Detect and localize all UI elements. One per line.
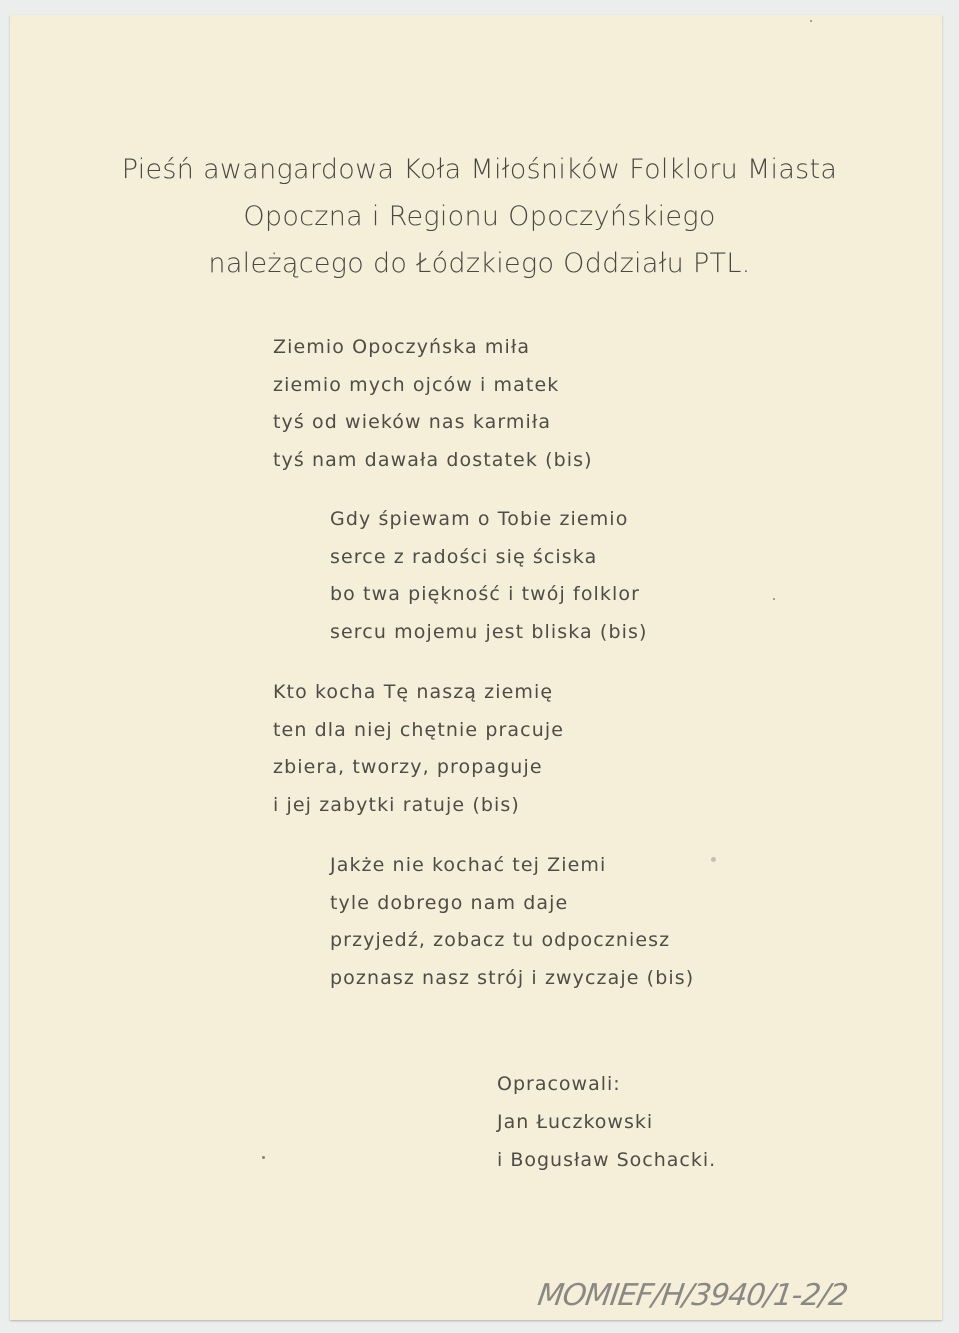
stanza-1 [273, 329, 593, 479]
credits-author: Jan Łuczkowski [497, 1111, 654, 1133]
song-title [0, 146, 959, 287]
title-line: Pieśń awangardowa Koła Miłośników Folkloru Miasta [121, 154, 838, 185]
verse-line: tyś od wieków nas karmiła [273, 411, 552, 433]
credits-author: i Bogusław Sochacki. [497, 1149, 717, 1171]
verse-line: przyjedź, zobacz tu odpoczniesz [330, 929, 671, 951]
verse-line: ziemio mych ojców i matek [273, 373, 560, 396]
stanza-2 [330, 501, 648, 651]
verse-line: tyle dobrego nam daje [330, 891, 569, 914]
verse-line: zbiera, tworzy, propaguje [273, 756, 543, 778]
paper-speck [773, 598, 775, 600]
verse-line: Jakże nie kochać tej Ziemi [330, 854, 607, 876]
verse-line: Kto kocha Tę naszą ziemię [273, 681, 554, 703]
paper-speck [262, 1156, 265, 1159]
title-line: należącego do Łódzkiego Oddziału PTL. [208, 248, 751, 279]
verse-line: serce z radości się ściska [330, 545, 598, 568]
handwritten-shelfmark: MOMIEF/H/3940/1-2/2 [535, 1278, 850, 1313]
verse-line: bo twa piękność i twój folklor [330, 583, 641, 605]
stanza-3 [273, 674, 564, 824]
credits [497, 1065, 716, 1179]
paper-speck [810, 20, 812, 22]
verse-line: tyś nam dawała dostatek (bis) [273, 448, 593, 471]
verse-line: poznasz nasz strój i zwyczaje (bis) [330, 966, 695, 989]
stanza-4 [330, 847, 694, 997]
paper-speck [711, 857, 716, 862]
verse-line: Ziemio Opoczyńska miła [273, 336, 531, 358]
verse-line: sercu mojemu jest bliska (bis) [330, 620, 648, 643]
title-line: Opoczna i Regionu Opoczyńskiego [243, 201, 716, 232]
verse-line: Gdy śpiewam o Tobie ziemio [330, 508, 629, 530]
verse-line: i jej zabytki ratuje (bis) [273, 793, 520, 816]
credits-label: Opracowali: [497, 1073, 621, 1095]
verse-line: ten dla niej chętnie pracuje [273, 718, 565, 741]
